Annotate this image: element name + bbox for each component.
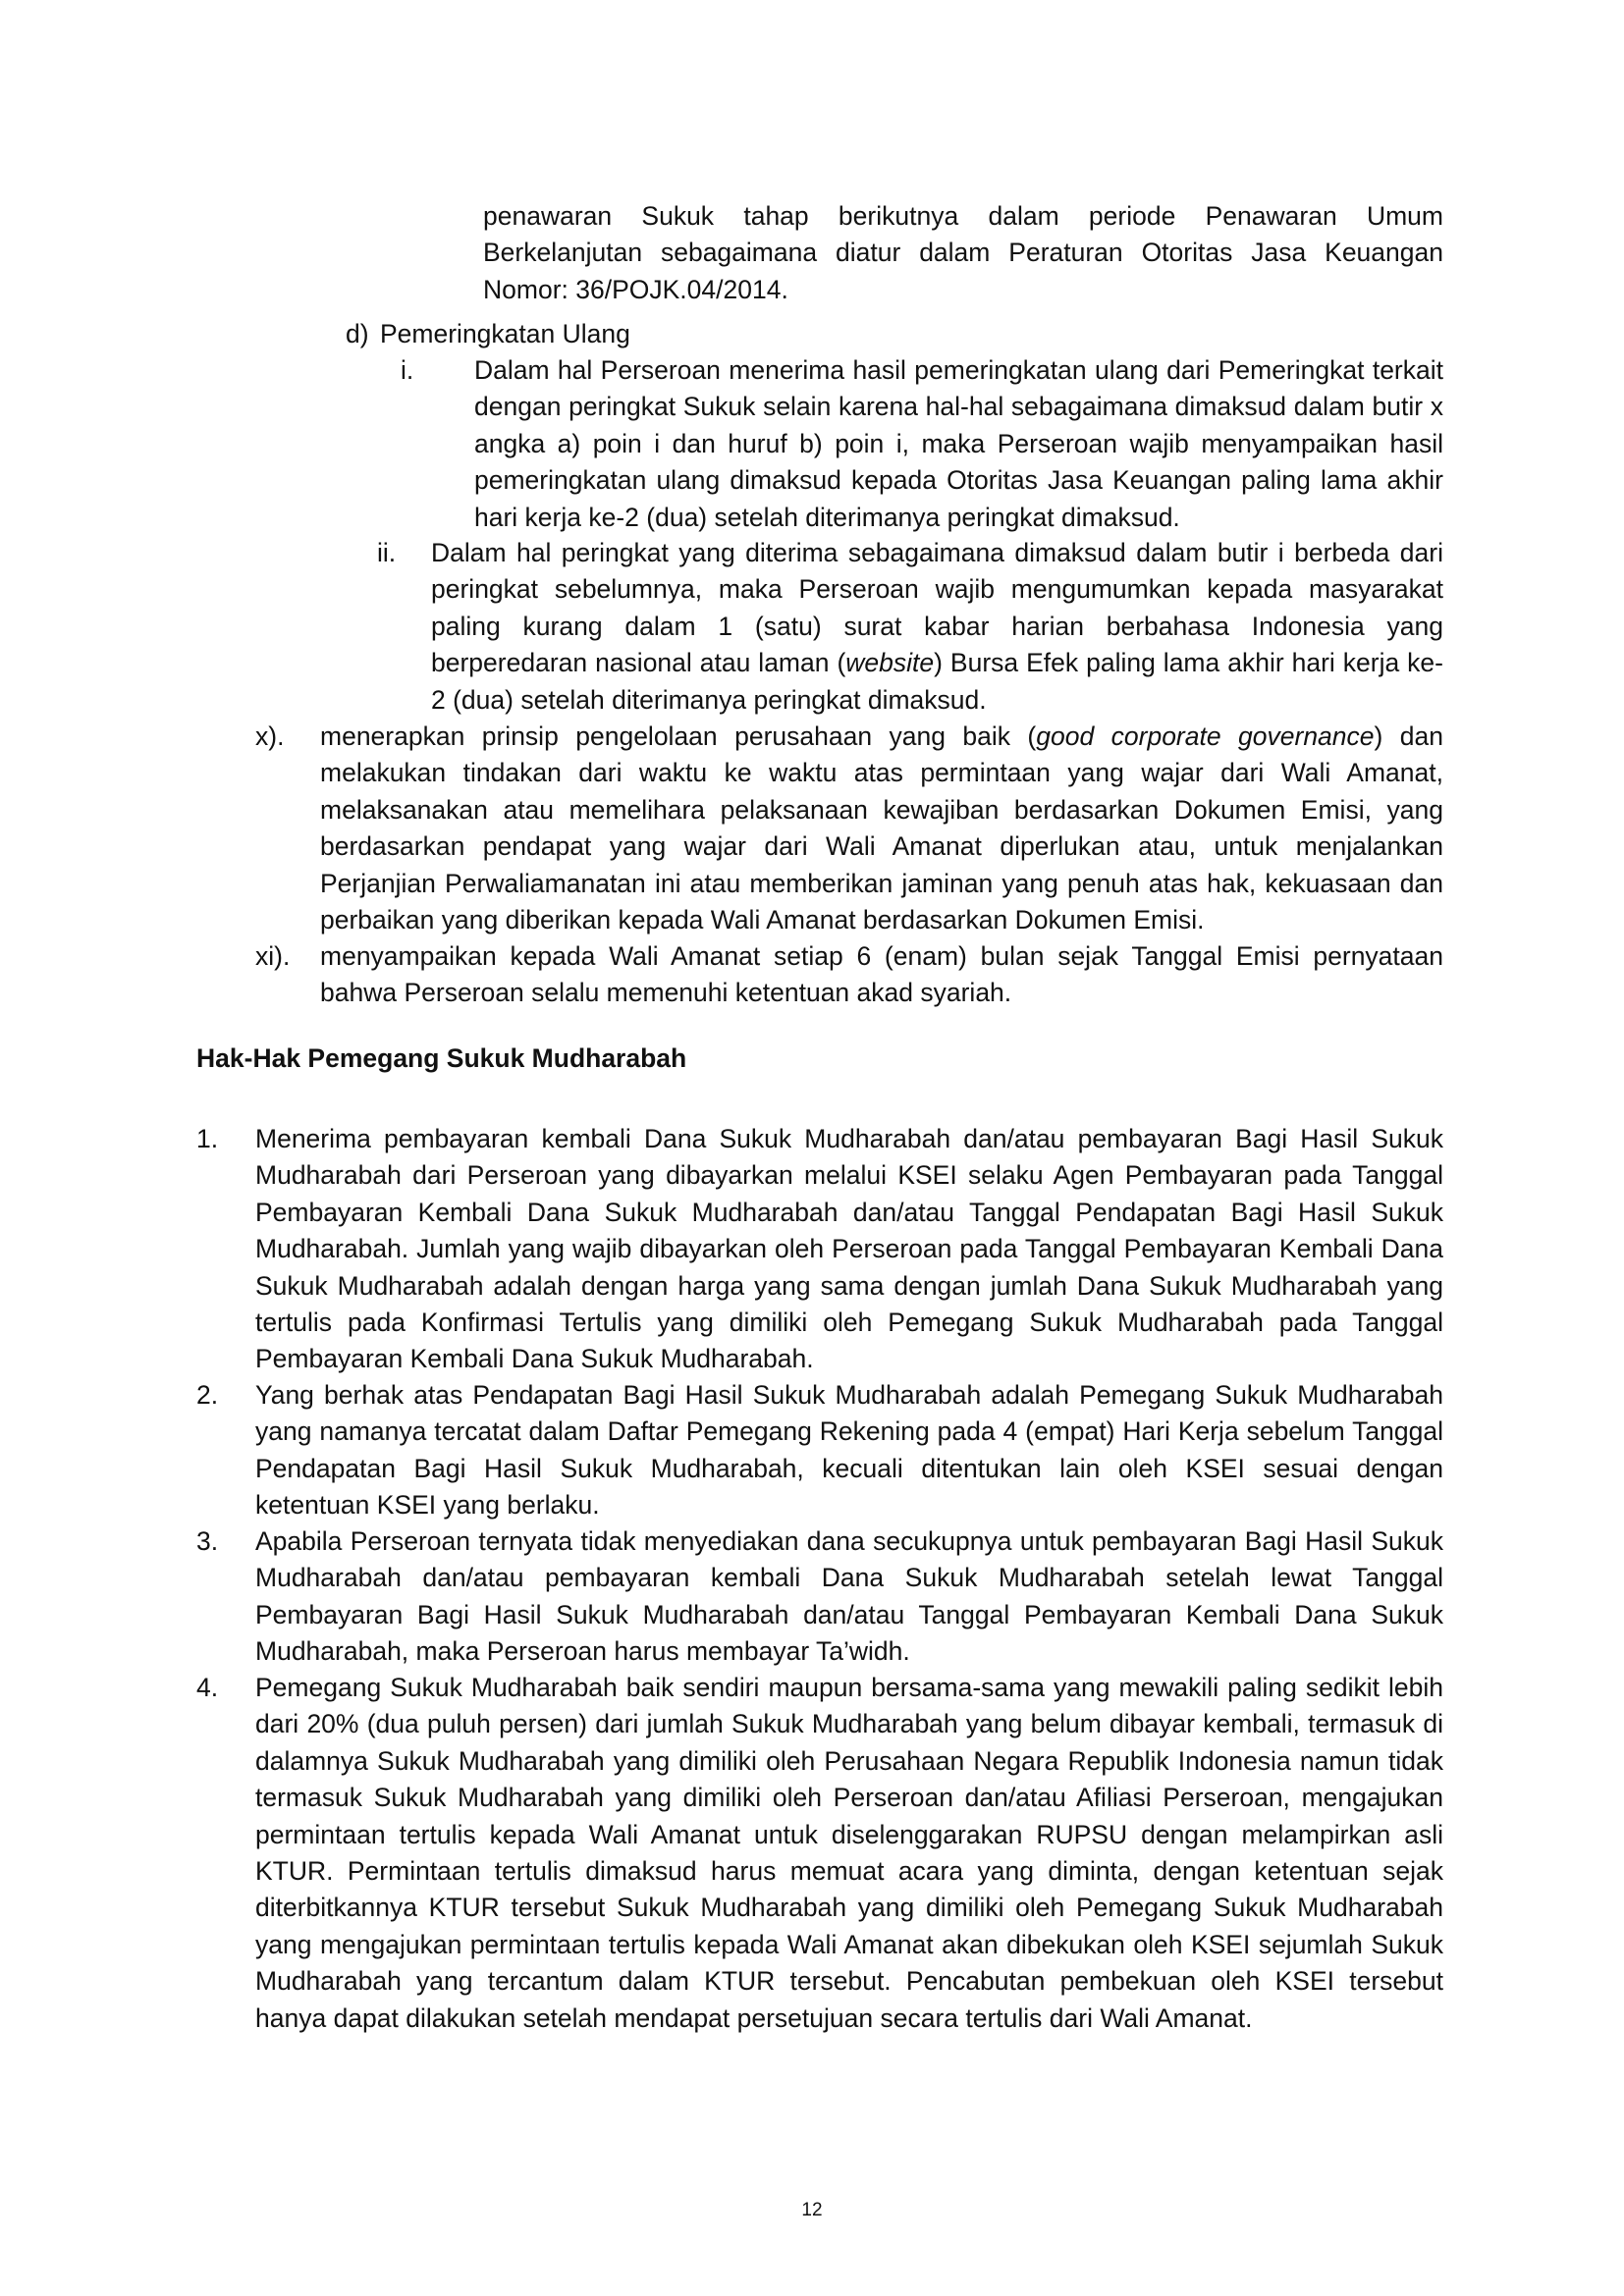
text-segment: menerapkan prinsip pengelolaan perusahaan yang baik ( [320,721,1037,751]
list-item-text: Dalam hal Perseroan menerima hasil pemeringkatan ulang dari Pemeringkat terkait dengan peringkat Sukuk selain karena hal-hal sebagaimana dimaksud dalam butir x angka a) poin i dan huruf b) poin i, maka Perseroan wajib menyampaikan hasil pemeringkatan ulang dimaksud kepada Otoritas Jasa Keuangan paling lama akhir hari kerja ke-2 (dua) setelah diterimanya peringkat dimaksud. [474,355,1443,532]
list-item-text [320,719,1443,938]
list-item-x [255,719,1443,944]
rights-item-3 [196,1523,1443,1673]
list-item-d-ii [377,535,1443,721]
rights-item-2 [196,1377,1443,1526]
section-d-header [346,316,1443,353]
list-marker: i. [401,355,414,385]
list-item-text: menyampaikan kepada Wali Amanat setiap 6 (enam) bulan sejak Tanggal Emisi pernyataan bahwa Perseroan selalu memenuhi ketentuan akad syariah. [320,941,1443,1008]
list-item-text: Pemegang Sukuk Mudharabah baik sendiri maupun bersama-sama yang mewakili paling sedikit lebih dari 20% (dua puluh persen) dari jumlah Sukuk Mudharabah yang belum dibayar kembali, termasuk di dalamnya Sukuk Mudharabah yang dimiliki oleh Perusahaan Negara Republik Indonesia namun tidak termasuk Sukuk Mudharabah yang dimiliki oleh Perseroan dan/atau Afiliasi Perseroan, mengajukan permintaan tertulis kepada Wali Amanat untuk diselenggarakan RUPSU dengan melampirkan asli KTUR. Permintaan tertulis dimaksud harus memuat acara yang diminta, dengan ketentuan sejak diterbitkannya KTUR tersebut Sukuk Mudharabah yang dimiliki oleh Pemegang Sukuk Mudharabah yang mengajukan permintaan tertulis kepada Wali Amanat akan dibekukan oleh KSEI sejumlah Sukuk Mudharabah yang tercantum dalam KTUR tersebut. Pencabutan pembekuan oleh KSEI tersebut hanya dapat dilakukan setelah mendapat persetujuan secara tertulis dari Wali Amanat. [255,1673,1443,2033]
text-segment: ) Bursa Efek paling lama akhir hari kerja ke-2 (dua) setelah diterimanya peringkat dimaksud. [431,648,1443,715]
page-number: 12 [801,2200,823,2220]
list-item-xi [255,938,1443,1017]
list-marker: 3. [196,1526,219,1556]
list-marker: 4. [196,1673,219,1702]
rights-item-4 [196,1670,1443,2082]
list-item-text: Menerima pembayaran kembali Dana Sukuk Mudharabah dan/atau pembayaran Bagi Hasil Sukuk Mudharabah dari Perseroan yang dibayarkan melalui KSEI selaku Agen Pembayaran pada Tanggal Pembayaran Kembali Dana Sukuk Mudharabah dan/atau Tanggal Pendapatan Bagi Hasil Sukuk Mudharabah. Jumlah yang wajib dibayarkan oleh Perseroan pada Tanggal Pembayaran Kembali Dana Sukuk Mudharabah adalah dengan harga yang sama dengan jumlah Dana Sukuk Mudharabah yang tertulis pada Konfirmasi Tertulis yang dimiliki oleh Pemegang Sukuk Mudharabah pada Tanggal Pembayaran Kembali Dana Sukuk Mudharabah. [255,1124,1443,1374]
continuation-paragraph: penawaran Sukuk tahap berikutnya dalam periode Penawaran Umum Berkelanjutan sebagaimana diatur dalam Peraturan Otoritas Jasa Keuangan Nomor: 36/POJK.04/2014. [483,201,1443,304]
italic-term: good corporate governance [1036,721,1375,751]
list-marker: x). [255,721,285,751]
section-heading: Hak-Hak Pemegang Sukuk Mudharabah [196,1043,687,1073]
list-item-text: Yang berhak atas Pendapatan Bagi Hasil Sukuk Mudharabah adalah Pemegang Sukuk Mudharabah yang namanya tercatat dalam Daftar Pemegang Rekening pada 4 (empat) Hari Kerja sebelum Tanggal Pendapatan Bagi Hasil Sukuk Mudharabah, kecuali ditentukan lain oleh KSEI sesuai dengan ketentuan KSEI yang berlaku. [255,1380,1443,1521]
italic-term: website [845,648,935,678]
list-item-d-i [401,352,1443,539]
list-marker: 1. [196,1124,219,1153]
text-segment: ) dan melakukan tindakan dari waktu ke waktu atas permintaan yang wajar dari Wali Amanat, melaksanakan atau memelihara pelaksanaan kewajiban berdasarkan Dokumen Emisi, yang berdasarkan pendapat yang wajar dari Wali Amanat diperlukan atau, untuk menjalankan Perjanjian Perwaliamanatan ini atau memberikan jaminan yang penuh atas hak, kekuasaan dan perbaikan yang diberikan kepada Wali Amanat berdasarkan Dokumen Emisi. [320,721,1444,935]
list-item-text: Apabila Perseroan ternyata tidak menyediakan dana secukupnya untuk pembayaran Bagi Hasil Sukuk Mudharabah dan/atau pembayaran kembali Dana Sukuk Mudharabah setelah lewat Tanggal Pembayaran Bagi Hasil Sukuk Mudharabah dan/atau Tanggal Pembayaran Kembali Dana Sukuk Mudharabah, maka Perseroan harus membayar Ta’widh. [255,1526,1443,1667]
list-marker: ii. [377,538,397,567]
section-d-marker: d) [346,319,369,348]
section-d-title: Pemeringkatan Ulang [380,319,630,348]
list-item-text [431,535,1443,719]
text-segment: Dalam hal peringkat yang diterima sebagaimana dimaksud dalam butir i berbeda dari peringkat sebelumnya, maka Perseroan wajib mengumumkan kepada masyarakat paling kurang dalam 1 (satu) surat kabar harian berbahasa Indonesia yang berperedaran nasional atau laman ( [431,538,1443,678]
rights-item-1 [196,1121,1443,1381]
list-marker: xi). [255,941,291,971]
list-marker: 2. [196,1380,219,1410]
